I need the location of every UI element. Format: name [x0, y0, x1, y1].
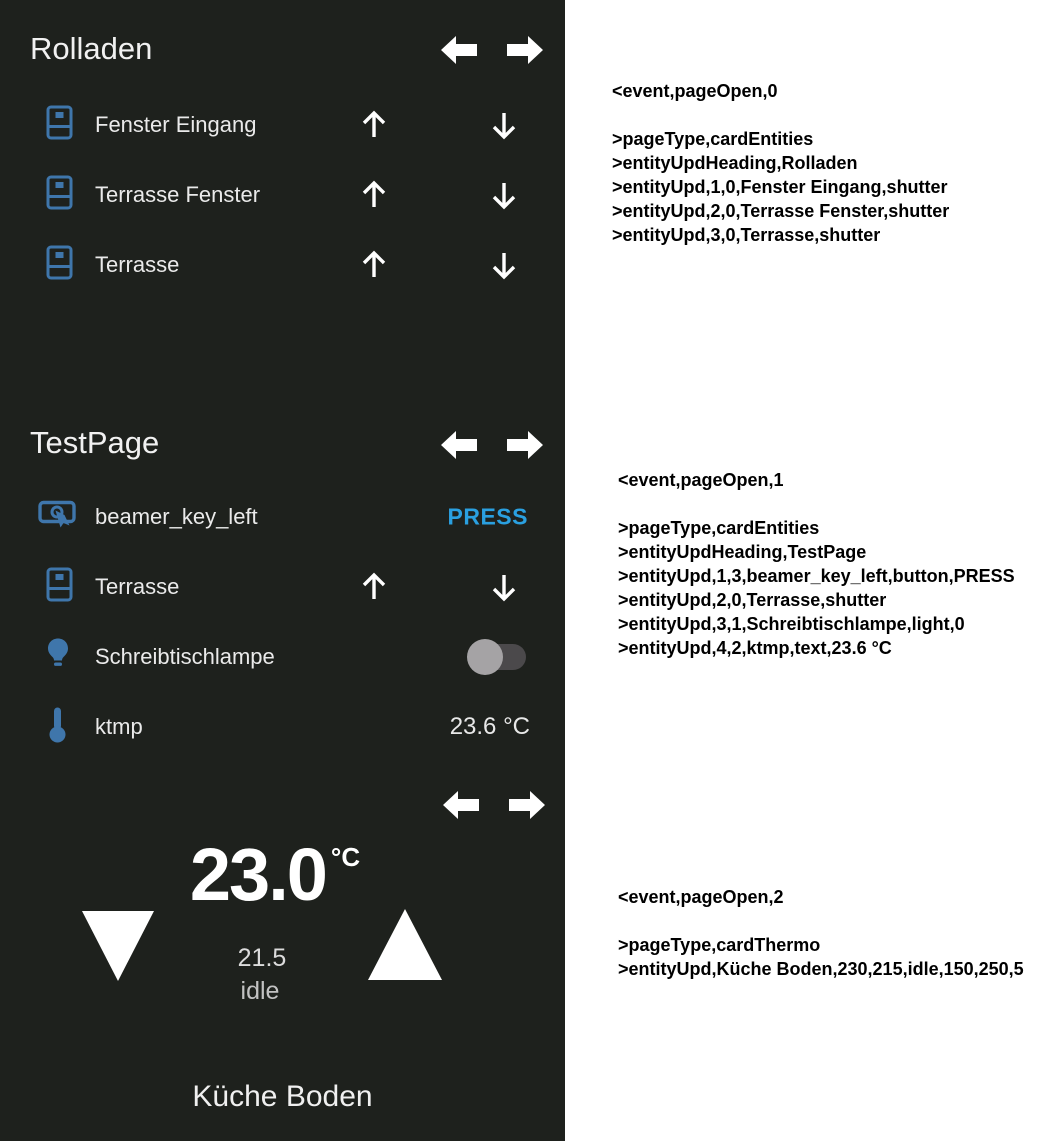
arrow-right-icon — [506, 426, 545, 464]
entity-label: beamer_key_left — [95, 504, 258, 529]
shutter-down-button[interactable] — [491, 180, 517, 215]
entity-row — [0, 173, 565, 217]
entity-label: Fenster Eingang — [95, 112, 257, 137]
serial-log-line: >entityUpd,1,3,beamer_key_left,button,PRESS — [618, 566, 1015, 586]
entity-row — [0, 495, 565, 539]
shutter-up-button[interactable] — [361, 572, 387, 607]
window-shutter-icon — [46, 567, 73, 607]
serial-log-line: >entityUpdHeading,TestPage — [618, 542, 867, 562]
serial-log-line: >pageType,cardEntities — [618, 518, 820, 538]
page-heading: Rolladen — [30, 31, 153, 66]
serial-log-line: >entityUpd,2,0,Terrasse Fenster,shutter — [612, 201, 950, 221]
serial-log-line: >entityUpd,4,2,ktmp,text,23.6 °C — [618, 638, 892, 658]
page-prev-button[interactable] — [439, 31, 478, 69]
serial-log-line: >pageType,cardEntities — [612, 129, 814, 149]
arrow-left-icon — [439, 426, 478, 464]
thermometer-icon — [49, 706, 66, 748]
entity-label: ktmp — [95, 714, 143, 739]
shutter-down-button[interactable] — [491, 110, 517, 145]
page-heading: TestPage — [30, 425, 160, 460]
entity-row — [0, 103, 565, 147]
page-prev-button[interactable] — [439, 426, 478, 464]
toggle-knob — [467, 639, 503, 675]
lightbulb-icon — [46, 638, 70, 677]
target-temperature: 21.5 — [237, 944, 287, 972]
entity-label: Terrasse Fenster — [95, 182, 261, 207]
entity-row — [0, 635, 565, 679]
hvac-state: idle — [240, 977, 280, 1005]
press-button[interactable]: PRESS — [447, 503, 528, 530]
page-next-button[interactable] — [508, 786, 547, 824]
entity-row — [0, 705, 565, 749]
page-next-button[interactable] — [506, 426, 545, 464]
entity-row — [0, 243, 565, 287]
page-prev-button[interactable] — [441, 786, 480, 824]
serial-log-line: >entityUpd,Küche Boden,230,215,idle,150,250,5 — [618, 959, 1024, 979]
current-temperature: 23.0 °C — [189, 833, 361, 916]
serial-log-line: >entityUpd,2,0,Terrasse,shutter — [618, 590, 887, 610]
serial-log-block — [618, 885, 1024, 981]
serial-log-block — [618, 468, 1015, 660]
arrow-right-icon — [506, 31, 545, 69]
entity-label: Terrasse — [95, 574, 180, 599]
serial-event-line: <event,pageOpen,1 — [618, 470, 784, 490]
entity-label: Terrasse — [95, 252, 180, 277]
serial-log-line: >entityUpdHeading,Rolladen — [612, 153, 858, 173]
window-shutter-icon — [46, 245, 73, 285]
serial-log-line: >entityUpd,1,0,Fenster Eingang,shutter — [612, 177, 948, 197]
serial-log-line: >entityUpd,3,0,Terrasse,shutter — [612, 225, 881, 245]
serial-event-line: <event,pageOpen,2 — [618, 887, 784, 907]
arrow-left-icon — [439, 31, 478, 69]
window-shutter-icon — [46, 105, 73, 145]
arrow-left-icon — [441, 786, 480, 824]
shutter-down-button[interactable] — [491, 572, 517, 607]
temperature-unit: °C — [330, 842, 361, 872]
serial-event-line: <event,pageOpen,0 — [612, 81, 778, 101]
thermostat-name: Küche Boden — [192, 1080, 373, 1113]
serial-log-block — [612, 79, 949, 247]
shutter-up-button[interactable] — [361, 250, 387, 285]
serial-log-line: >entityUpd,3,1,Schreibtischlampe,light,0 — [618, 614, 965, 634]
arrow-right-icon — [508, 786, 547, 824]
shutter-up-button[interactable] — [361, 110, 387, 145]
page-next-button[interactable] — [506, 31, 545, 69]
serial-log-line: >pageType,cardThermo — [618, 935, 821, 955]
sensor-value: 23.6 °C — [449, 713, 530, 740]
shutter-up-button[interactable] — [361, 180, 387, 215]
light-toggle-off[interactable] — [470, 644, 526, 670]
window-shutter-icon — [46, 175, 73, 215]
shutter-down-button[interactable] — [491, 250, 517, 285]
entity-label: Schreibtischlampe — [95, 644, 275, 669]
gesture-tap-button-icon — [38, 498, 76, 537]
entity-row — [0, 565, 565, 609]
